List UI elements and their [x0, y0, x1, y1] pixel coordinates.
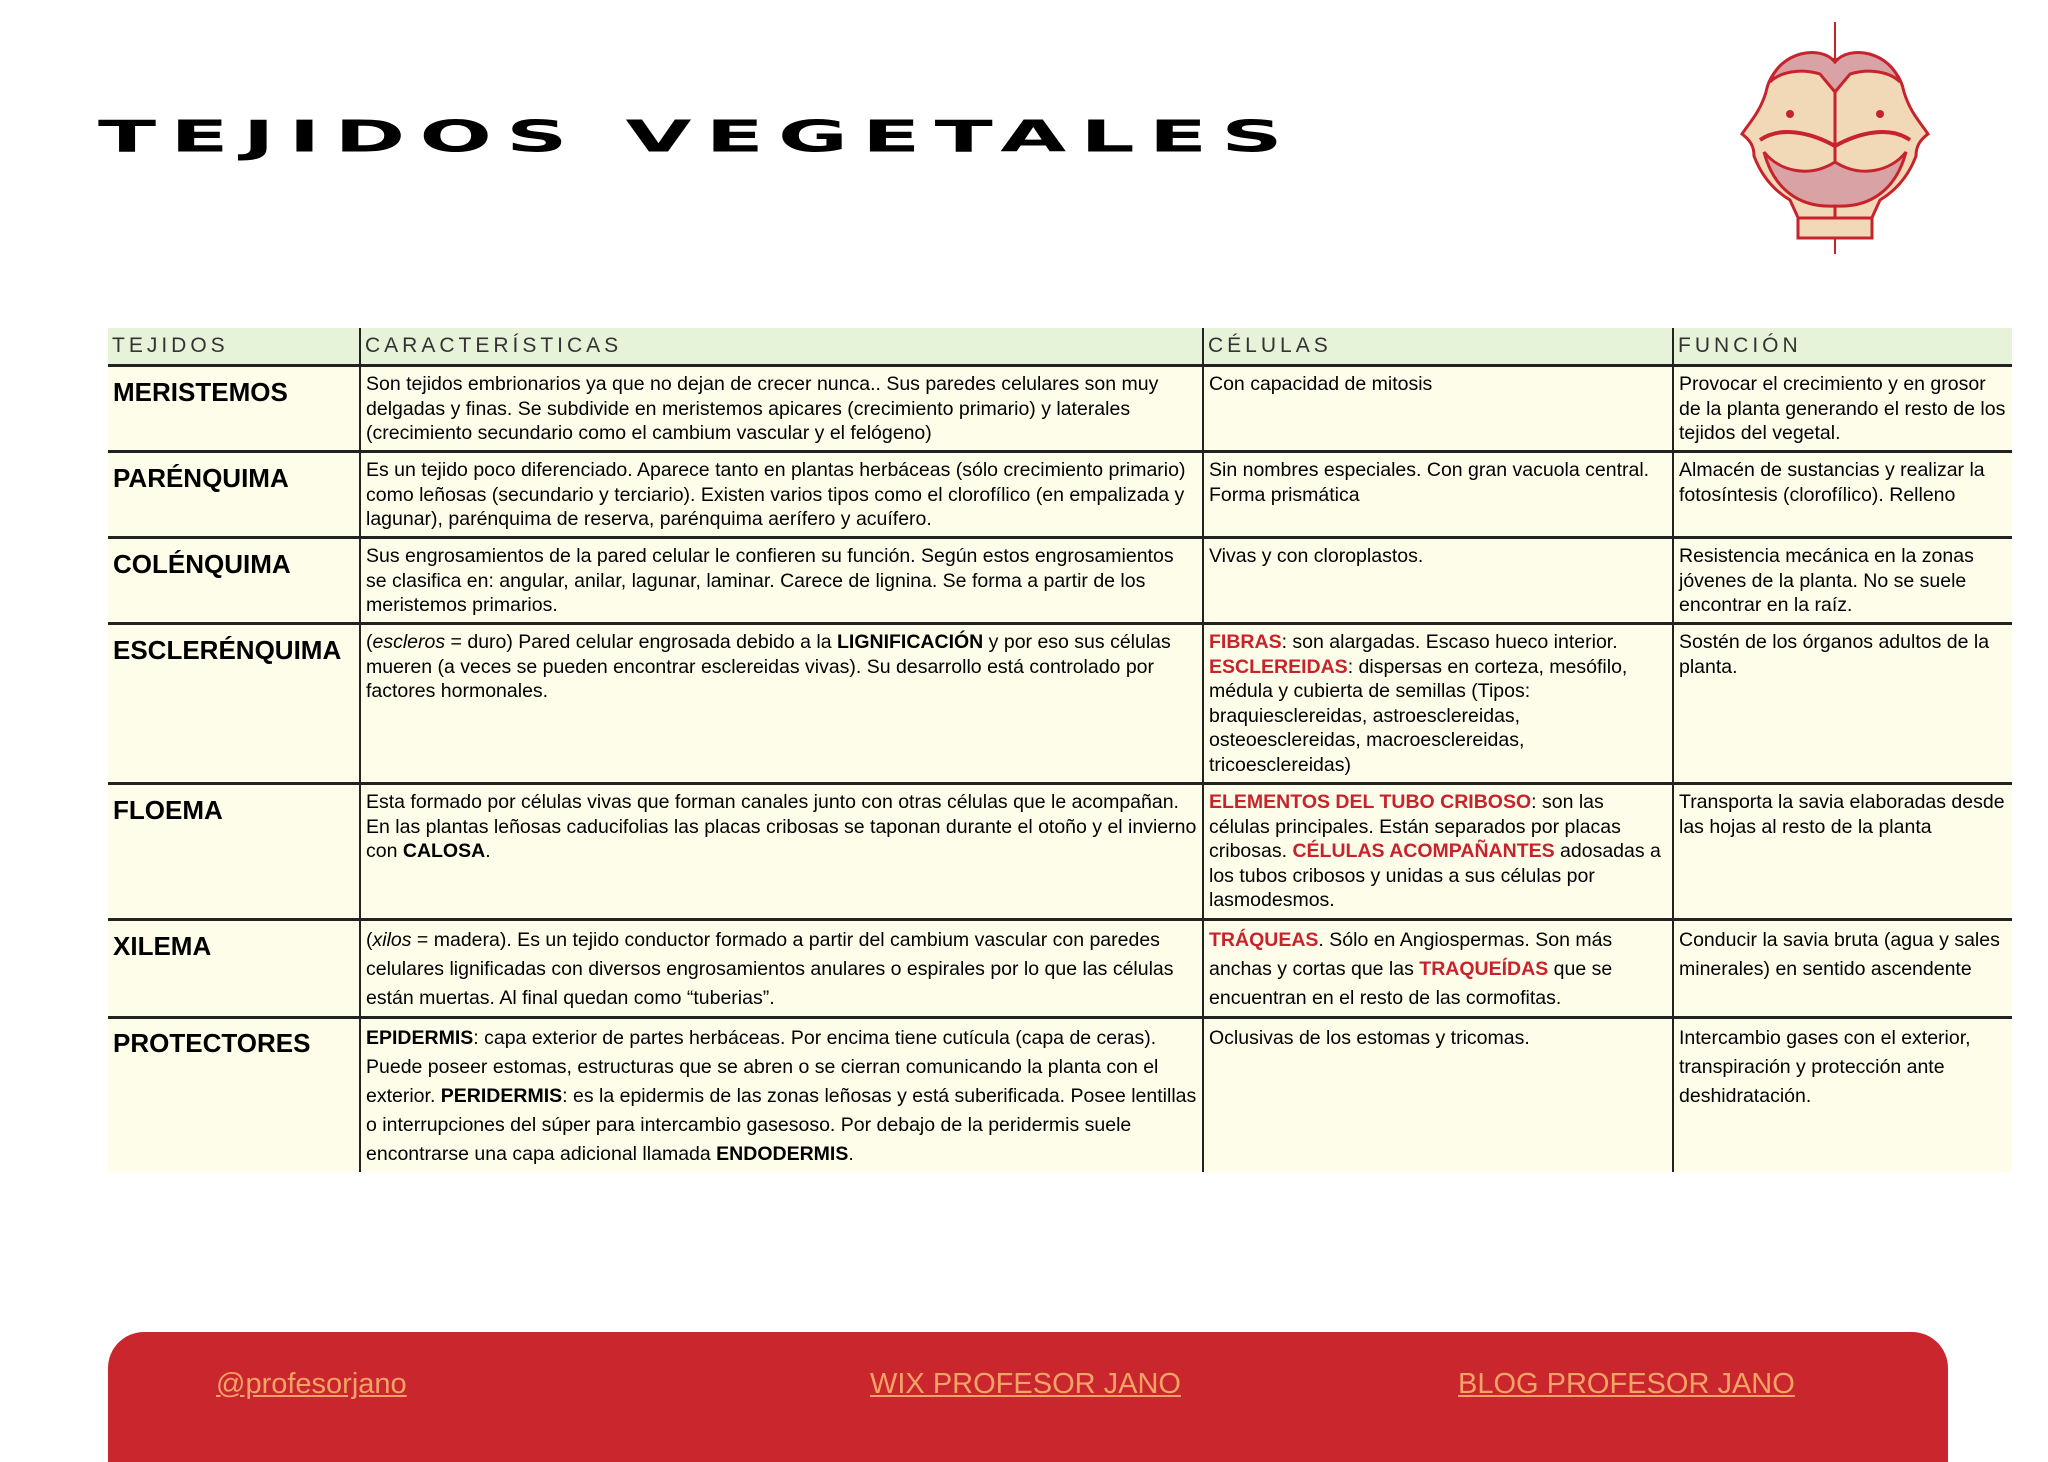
caracteristicas-cell [360, 624, 1203, 784]
blog-link[interactable]: BLOG PROFESOR JANO [1458, 1368, 1795, 1400]
celulas-text: adosadas a los tubos cribosos y unidas a sus células por lasmodesmos. [1209, 840, 1661, 911]
caracteristicas-cell: Es un tejido poco diferenciado. Aparece tanto en plantas herbáceas (sólo crecimiento primario) como leñosas (secundario y terciario). Existen varios tipos como el clorofílico (en empalizada y lagunar), parénquima de reserva, parénquima aerífero y acuífero. [360, 452, 1203, 538]
cell-type-term: ESCLEREIDAS [1209, 655, 1348, 678]
table-row [108, 452, 2012, 538]
caracteristicas-text: : es la epidermis de las zonas leñosas y está suberificada. Posee lentillas o interrupciones del súper para intercambio gasesoso. Por debajo de la peridermis suele encontrarse una capa adicional llamada [366, 1085, 1197, 1165]
keyword: CALOSA [402, 840, 486, 862]
janus-head-logo [1720, 22, 1950, 254]
funcion-cell: Provocar el crecimiento y en grosor de la planta generando el resto de los tejidos del vegetal. [1673, 366, 2012, 452]
celulas-text: que se encuentran en el resto de las cormofitas. [1209, 958, 1613, 1009]
cell-type-term: FIBRAS [1209, 631, 1282, 653]
celulas-cell: Con capacidad de mitosis [1203, 366, 1673, 452]
tissue-name: PARÉNQUIMA [108, 452, 360, 538]
celulas-cell: Vivas y con cloroplastos. [1203, 538, 1673, 624]
funcion-cell: Sostén de los órganos adultos de la planta. [1673, 624, 2012, 784]
keyword: EPIDERMIS [366, 1027, 474, 1049]
tissue-name: MERISTEMOS [108, 366, 360, 452]
tissue-name: XILEMA [108, 920, 360, 1018]
caracteristicas-text: : capa exterior de partes herbáceas. Por encima tiene cutícula (capa de ceras). Puede poseer estomas, estructuras que se abren o se cierran comunicando la planta con el exterior. [366, 1027, 1159, 1107]
celulas-text: : son las células principales. Están separados por placas cribosas. [1209, 791, 1621, 862]
wix-link[interactable]: WIX PROFESOR JANO [870, 1368, 1181, 1400]
etymology-term: escleros [372, 631, 446, 653]
tissue-name: ESCLERÉNQUIMA [108, 624, 360, 784]
funcion-cell: Intercambio gases con el exterior, transpiración y protección ante deshidratación. [1673, 1018, 2012, 1173]
celulas-cell [1203, 784, 1673, 920]
table-row [108, 538, 2012, 624]
table-header-row [108, 328, 2012, 366]
funcion-cell: Resistencia mecánica en la zonas jóvenes de la planta. No se suele encontrar en la raíz. [1673, 538, 2012, 624]
table-row [108, 1018, 2012, 1173]
footer-bar [108, 1332, 1948, 1462]
celulas-cell: Oclusivas de los estomas y tricomas. [1203, 1018, 1673, 1173]
funcion-cell: Transporta la savia elaboradas desde las hojas al resto de la planta [1673, 784, 2012, 920]
caracteristicas-cell [360, 1018, 1203, 1173]
funcion-cell: Conducir la savia bruta (agua y sales minerales) en sentido ascendente [1673, 920, 2012, 1018]
table-row [108, 366, 2012, 452]
caracteristicas-text: . [848, 1143, 854, 1165]
keyword: LIGNIFICACIÓN [837, 631, 984, 653]
caracteristicas-cell: Sus engrosamientos de la pared celular le confieren su función. Según estos engrosamientos se clasifica en: angular, anilar, lagunar, laminar. Carece de lignina. Se forma a partir de los meristemos primarios. [360, 538, 1203, 624]
cell-type-term: CÉLULAS ACOMPAÑANTES [1292, 840, 1555, 862]
caracteristicas-text: Esta formado por células vivas que forman canales junto con otras células que le acompañan. En las plantas leñosas caducifolias las placas cribosas se taponan durante el otoño y el invierno con [366, 791, 1197, 862]
caracteristicas-cell [360, 784, 1203, 920]
tissue-name: COLÉNQUIMA [108, 538, 360, 624]
page-title: TEJIDOS VEGETALES [98, 112, 1297, 163]
tissue-name: FLOEMA [108, 784, 360, 920]
table-row [108, 624, 2012, 784]
caracteristicas-text: . [485, 840, 491, 862]
caracteristicas-text: = duro) Pared celular engrosada debido a la [445, 631, 838, 653]
celulas-text: : son alargadas. Escaso hueco interior. [1281, 631, 1618, 653]
funcion-cell: Almacén de sustancias y realizar la fotosíntesis (clorofílico). Relleno [1673, 452, 2012, 538]
caracteristicas-text: y por eso sus células mueren (a veces se pueden encontrar esclereidas vivas). Su desarrollo está controlado por factores hormonales. [366, 631, 1171, 702]
tissues-table [108, 328, 2012, 1172]
table-row [108, 784, 2012, 920]
celulas-text: : dispersas en corteza, mesófilo, médula y cubierta de semillas (Tipos: braquiesclereidas, astroesclereidas, osteoesclereidas, macroesclereidas, tricoesclereidas) [1209, 655, 1628, 776]
header-caracteristicas: CARACTERÍSTICAS [360, 328, 1203, 366]
keyword: PERIDERMIS [440, 1085, 563, 1107]
cell-type-term: ELEMENTOS DEL TUBO CRIBOSO [1209, 791, 1532, 813]
caracteristicas-text: = madera). Es un tejido conductor formado a partir del cambium vascular con paredes celulares lignificadas con diversos engrosamientos anulares o espirales por lo que las células están muertas. Al final quedan como “tuberias”. [366, 929, 1174, 1009]
celulas-text: . Sólo en Angiospermas. Son más anchas y cortas que las [1209, 929, 1613, 980]
instagram-link[interactable]: @profesorjano [216, 1368, 407, 1400]
etymology-term: xilos [372, 929, 412, 951]
celulas-cell [1203, 920, 1673, 1018]
cell-type-term: TRÁQUEAS [1209, 929, 1319, 951]
caracteristicas-text: ( [366, 631, 373, 653]
keyword: ENDODERMIS [716, 1143, 849, 1165]
cell-type-term: TRAQUEÍDAS [1419, 958, 1549, 980]
celulas-cell [1203, 624, 1673, 784]
tissue-name: PROTECTORES [113, 1028, 311, 1058]
table-row [108, 920, 2012, 1018]
header-funcion: FUNCIÓN [1673, 328, 2012, 366]
header-celulas: CÉLULAS [1203, 328, 1673, 366]
caracteristicas-cell [360, 920, 1203, 1018]
caracteristicas-text: ( [366, 929, 373, 951]
caracteristicas-cell: Son tejidos embrionarios ya que no dejan de crecer nunca.. Sus paredes celulares son muy delgadas y finas. Se subdivide en meristemos apicares (crecimiento primario) y laterales (crecimiento secundario como el cambium vascular y el felógeno) [360, 366, 1203, 452]
celulas-cell: Sin nombres especiales. Con gran vacuola central. Forma prismática [1203, 452, 1673, 538]
header-tejidos: TEJIDOS [108, 328, 360, 366]
